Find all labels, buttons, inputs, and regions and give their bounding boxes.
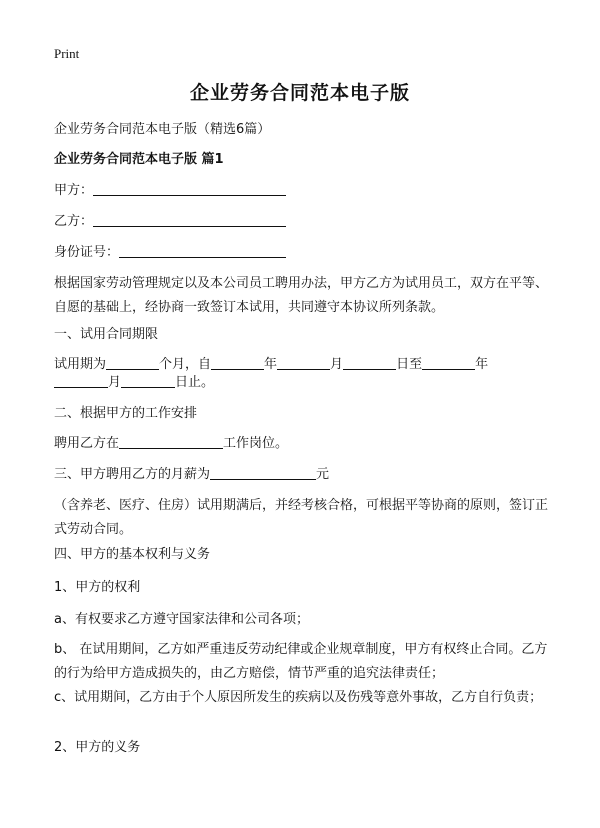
document-subtitle: 企业劳务合同范本电子版（精选6篇）	[54, 122, 271, 137]
benefits-paragraph: （含养老、医疗、住房）试用期满后，并经考核合格，可根据平等协商的原则，签订正式劳动合同。	[54, 498, 549, 537]
hire-text-pre: 聘用乙方在	[54, 436, 120, 451]
heading-contract-period: 一、试用合同期限	[54, 327, 159, 342]
hire-text-post: 工作岗位。	[223, 436, 289, 451]
party-b-line	[54, 210, 550, 234]
right-item-c: c、试用期间，乙方由于个人原因所发生的疾病以及伤残等意外事故，乙方自行负责；	[54, 690, 543, 705]
period-text-8: 日止。	[175, 375, 215, 390]
period-text-4: 月	[330, 357, 344, 372]
id-number-label: 身份证号：	[54, 245, 120, 260]
document-title: 企业劳务合同范本电子版	[189, 82, 410, 104]
party-b-label: 乙方：	[54, 214, 94, 229]
right-item-b: b、 在试用期间，乙方如严重违反劳动纪律或企业规章制度，甲方有权终止合同。乙方的行为给甲方造成损失的，由乙方赔偿，情节严重的追究法律责任；	[54, 642, 548, 681]
period-text-7: 月	[108, 375, 122, 390]
period-text-5: 日至	[396, 357, 423, 372]
salary-amount-blank	[210, 465, 316, 480]
heading-party-a-duties: 2、甲方的义务	[54, 740, 141, 755]
party-a-blank	[93, 181, 286, 196]
salary-text-post: 元	[316, 467, 330, 482]
heading-rights-duties: 四、甲方的基本权利与义务	[54, 547, 211, 562]
section-title: 企业劳务合同范本电子版 篇1	[54, 152, 224, 167]
period-months-blank	[106, 355, 159, 370]
period-text-1: 试用期为	[54, 357, 107, 372]
party-a-label: 甲方：	[54, 183, 94, 198]
intro-paragraph: 根据国家劳动管理规定以及本公司员工聘用办法，甲方乙方为试用员工，双方在平等、自愿的基础上，经协商一致签订本试用，共同遵守本协议所列条款。	[54, 276, 549, 315]
hire-position-blank	[119, 434, 223, 449]
period-text-2: 个月，自	[159, 357, 212, 372]
id-number-line	[54, 241, 550, 265]
period-start-day-blank	[343, 355, 396, 370]
period-end-month-blank	[54, 373, 108, 388]
period-end-year-blank	[422, 355, 475, 370]
period-text-6: 年	[475, 357, 489, 372]
hire-position-line	[54, 432, 550, 456]
period-end-day-blank	[121, 373, 175, 388]
heading-work-arrangement: 二、根据甲方的工作安排	[54, 406, 198, 421]
party-b-blank	[93, 212, 286, 227]
period-line-2	[54, 371, 550, 395]
period-text-3: 年	[264, 357, 278, 372]
period-start-month-blank	[277, 355, 330, 370]
salary-text-pre: 三、甲方聘用乙方的月薪为	[54, 467, 211, 482]
salary-line	[54, 463, 550, 487]
id-number-blank	[119, 243, 286, 258]
period-start-year-blank	[211, 355, 264, 370]
heading-party-a-rights: 1、甲方的权利	[54, 580, 141, 595]
right-item-a: a、有权要求乙方遵守国家法律和公司各项；	[54, 612, 309, 627]
party-a-line	[54, 179, 550, 203]
print-label: Print	[54, 46, 80, 61]
